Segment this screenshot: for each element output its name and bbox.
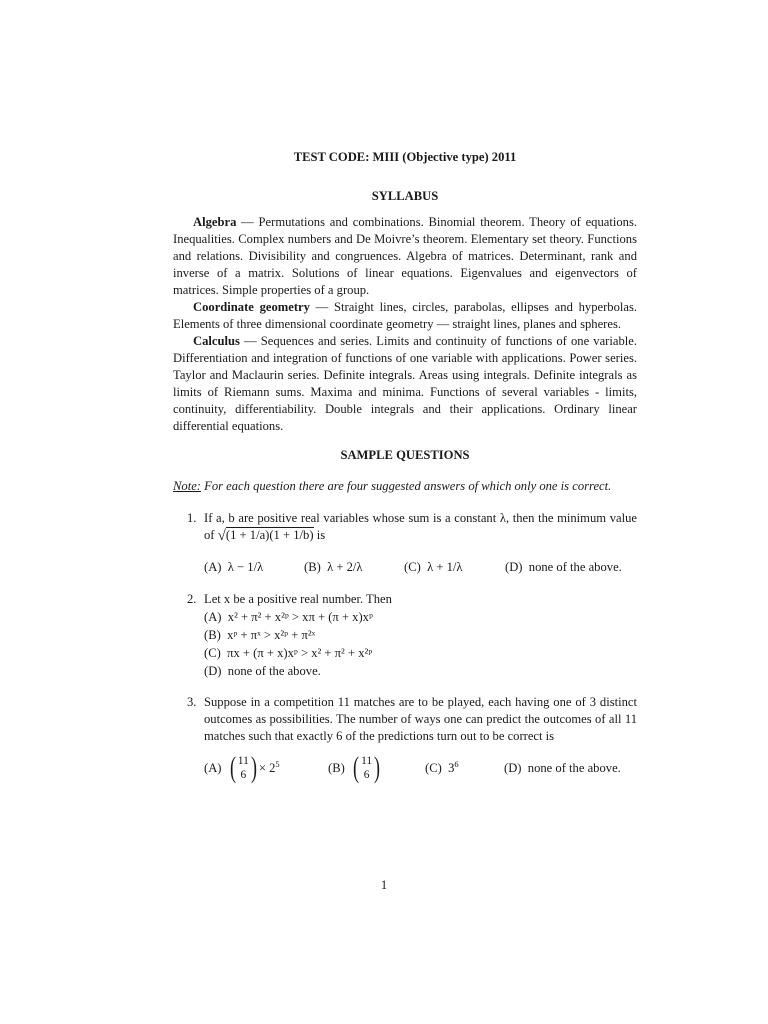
option-text: λ − 1/λ <box>227 560 264 574</box>
test-title: TEST CODE: MIII (Objective type) 2011 <box>293 150 517 164</box>
option-a <box>204 559 304 576</box>
options-list <box>204 608 637 680</box>
option-label: (D) <box>504 760 522 775</box>
syllabus-coordinate-geometry <box>173 299 637 333</box>
option-label: (A) <box>204 760 222 775</box>
left-paren-icon: ( <box>229 751 236 784</box>
radicand: (1 + 1/a)(1 + 1/b) <box>225 528 314 542</box>
binom-top: 11 <box>361 755 373 767</box>
options-row <box>204 753 637 783</box>
option-label: (B) <box>328 760 345 775</box>
option-exponent: 6 <box>454 758 459 769</box>
option-label: (A) <box>204 610 222 624</box>
option-b <box>204 626 637 644</box>
topic-label: Coordinate geometry <box>193 300 310 314</box>
topic-label: Calculus <box>193 334 240 348</box>
option-c <box>425 760 504 777</box>
question-text <box>204 510 637 545</box>
square-root-expression <box>218 527 314 545</box>
sample-questions-heading: SAMPLE QUESTIONS <box>340 448 470 462</box>
option-label: (C) <box>204 646 221 660</box>
option-c <box>404 559 505 576</box>
tail-exponent: 5 <box>275 758 280 769</box>
radical-sign-icon: √ <box>217 528 226 544</box>
note-label: Note: <box>173 479 201 493</box>
question-text: Suppose in a competition 11 matches are to be played, each having one of 3 distinct outcomes as possibilities. The number of ways one can predict the outcomes of all 11 matches such that exactly 6 of the predictions turn out to be correct is <box>204 695 637 743</box>
note-text: For each question there are four suggested answers of which only one is correct. <box>200 479 612 493</box>
question-number: 1. <box>187 511 197 525</box>
document-page <box>173 150 637 783</box>
topic-label: Algebra <box>193 215 237 229</box>
option-a <box>204 753 328 783</box>
question-text-after: is <box>316 528 326 542</box>
question-text: Let x be a positive real number. Then <box>204 592 392 606</box>
binom-top: 11 <box>237 755 249 767</box>
option-text: xᵖ + πˣ > x²ᵖ + π²ˣ <box>227 628 316 642</box>
option-b <box>304 559 404 576</box>
question-2 <box>173 591 637 680</box>
option-text: none of the above. <box>227 664 321 678</box>
option-label: (C) <box>425 760 442 775</box>
option-text: 3 <box>448 760 455 775</box>
binomial-coefficient <box>228 753 259 783</box>
right-paren-icon: ) <box>374 751 381 784</box>
option-label: (B) <box>204 628 221 642</box>
option-label: (A) <box>204 560 222 574</box>
question-number: 3. <box>187 695 197 709</box>
option-text: πx + (π + x)xᵖ > x² + π² + x²ᵖ <box>227 646 373 660</box>
option-text: none of the above. <box>528 560 622 574</box>
syllabus-calculus <box>173 333 637 435</box>
option-text: λ + 2/λ <box>327 560 363 574</box>
syllabus-heading: SYLLABUS <box>371 189 439 203</box>
binomial-coefficient <box>351 753 382 783</box>
option-c <box>204 644 637 662</box>
option-tail <box>259 760 280 777</box>
question-1 <box>173 510 637 576</box>
question-text-before: If a, b are positive real variables whose sum is a constant λ, then the minimum value of <box>204 511 637 542</box>
syllabus-section <box>173 214 637 435</box>
note-paragraph <box>173 478 637 495</box>
left-paren-icon: ( <box>353 751 360 784</box>
tail-text: × 2 <box>258 760 276 775</box>
option-d <box>204 662 637 680</box>
option-d <box>505 559 622 576</box>
topic-text: — Sequences and series. Limits and continuity of functions of one variable. Differentiation and integration of functions of one variable with applications. Power series. Taylor and Maclaurin series. Definite integrals. Areas using integrals. Definite integrals as limits of Riemann sums. Maxima and minima. Functions of several variables - limits, continuity, differentiability. Double integrals and their applications. Ordinary linear differential equations. <box>173 334 637 433</box>
right-paren-icon: ) <box>250 751 257 784</box>
question-number: 2. <box>187 592 197 606</box>
binom-bottom: 6 <box>363 769 370 781</box>
option-label: (B) <box>304 560 321 574</box>
option-d <box>504 760 621 777</box>
question-3 <box>173 694 637 783</box>
option-text: none of the above. <box>527 760 621 775</box>
page-number: 1 <box>380 878 388 892</box>
options-row <box>204 559 637 576</box>
option-label: (C) <box>404 560 421 574</box>
option-b <box>328 753 425 783</box>
option-a <box>204 608 637 626</box>
topic-text: — Permutations and combinations. Binomial theorem. Theory of equations. Inequalities. Complex numbers and De Moivre’s theorem. Elementary set theory. Functions and relations. Divisibility and congruences. Algebra of matrices. Determinant, rank and inverse of a matrix. Solutions of linear equations. Eigenvalues and eigenvectors of matrices. Simple properties of a group. <box>173 215 637 297</box>
option-text: x² + π² + x²ᵖ > xπ + (π + x)xᵖ <box>227 610 373 624</box>
option-label: (D) <box>505 560 523 574</box>
syllabus-algebra <box>173 214 637 299</box>
option-label: (D) <box>204 664 222 678</box>
binom-bottom: 6 <box>240 769 247 781</box>
option-text: λ + 1/λ <box>427 560 463 574</box>
topic-text: — Straight lines, circles, parabolas, ellipses and hyperbolas. Elements of three dimensional coordinate geometry — straight lines, planes and spheres. <box>173 300 638 331</box>
